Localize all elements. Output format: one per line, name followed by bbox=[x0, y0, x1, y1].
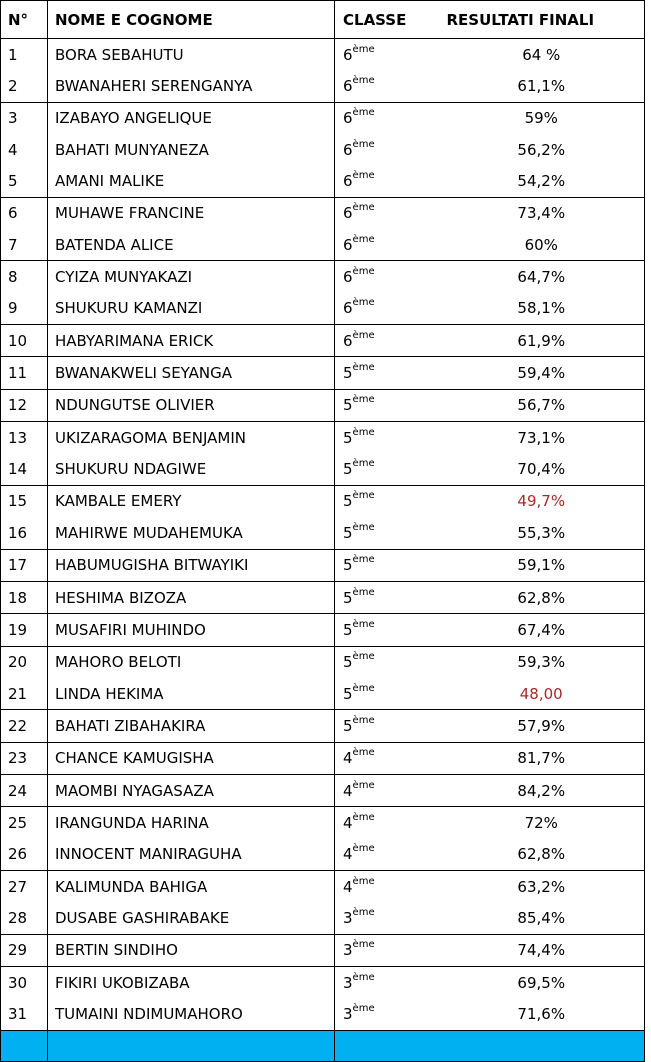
class-grade: 6 bbox=[343, 109, 353, 128]
student-name: BWANAHERI SERENGANYA bbox=[48, 70, 335, 102]
class-grade: 6 bbox=[343, 331, 353, 350]
class-cell bbox=[335, 197, 439, 229]
class-suffix: ème bbox=[352, 362, 375, 374]
table-row bbox=[1, 742, 645, 774]
final-result: 73,4% bbox=[439, 197, 645, 229]
student-name: AMANI MALIKE bbox=[48, 165, 335, 197]
table-row bbox=[1, 870, 645, 902]
final-result: 64,7% bbox=[439, 261, 645, 293]
table-row bbox=[1, 389, 645, 421]
student-name: SHUKURU KAMANZI bbox=[48, 293, 335, 325]
row-number: 9 bbox=[1, 293, 48, 325]
table-row bbox=[1, 710, 645, 742]
footer-cell-num bbox=[1, 1030, 48, 1061]
table-row bbox=[1, 134, 645, 165]
class-grade: 3 bbox=[343, 941, 353, 960]
class-grade: 5 bbox=[343, 556, 353, 575]
class-suffix: ème bbox=[352, 458, 375, 470]
final-result: 59% bbox=[439, 102, 645, 134]
class-grade: 4 bbox=[343, 877, 353, 896]
table-row bbox=[1, 197, 645, 229]
final-result: 56,2% bbox=[439, 134, 645, 165]
final-result: 69,5% bbox=[439, 966, 645, 998]
row-number: 18 bbox=[1, 581, 48, 613]
table-row bbox=[1, 966, 645, 998]
class-grade: 3 bbox=[343, 908, 353, 927]
class-cell bbox=[335, 453, 439, 485]
row-number: 4 bbox=[1, 134, 48, 165]
table-row bbox=[1, 902, 645, 934]
final-result: 57,9% bbox=[439, 710, 645, 742]
final-result: 61,9% bbox=[439, 325, 645, 357]
class-grade: 5 bbox=[343, 428, 353, 447]
row-number: 31 bbox=[1, 998, 48, 1030]
student-name: MAHORO BELOTI bbox=[48, 646, 335, 678]
final-result: 81,7% bbox=[439, 742, 645, 774]
final-result: 71,6% bbox=[439, 998, 645, 1030]
row-number: 19 bbox=[1, 614, 48, 646]
class-suffix: ème bbox=[352, 843, 375, 855]
row-number: 29 bbox=[1, 934, 48, 966]
student-name: BORA SEBAHUTU bbox=[48, 39, 335, 71]
class-grade: 5 bbox=[343, 684, 353, 703]
final-result: 63,2% bbox=[439, 870, 645, 902]
class-suffix: ème bbox=[352, 75, 375, 87]
student-name: LINDA HEKIMA bbox=[48, 678, 335, 710]
class-cell bbox=[335, 357, 439, 389]
table-row bbox=[1, 485, 645, 517]
class-grade: 6 bbox=[343, 235, 353, 254]
class-grade: 6 bbox=[343, 77, 353, 96]
class-grade: 3 bbox=[343, 1004, 353, 1023]
class-grade: 6 bbox=[343, 45, 353, 64]
class-cell bbox=[335, 870, 439, 902]
row-number: 10 bbox=[1, 325, 48, 357]
row-number: 6 bbox=[1, 197, 48, 229]
final-result: 84,2% bbox=[439, 774, 645, 806]
class-suffix: ème bbox=[352, 426, 375, 438]
table-row bbox=[1, 807, 645, 839]
class-cell bbox=[335, 646, 439, 678]
table-row bbox=[1, 774, 645, 806]
final-result: 59,4% bbox=[439, 357, 645, 389]
row-number: 25 bbox=[1, 807, 48, 839]
header-name: NOME E COGNOME bbox=[48, 1, 335, 39]
table-row bbox=[1, 453, 645, 485]
student-name: NDUNGUTSE OLIVIER bbox=[48, 389, 335, 421]
final-result: 73,1% bbox=[439, 422, 645, 454]
header-number: N° bbox=[1, 1, 48, 39]
row-number: 7 bbox=[1, 229, 48, 261]
student-name: CYIZA MUNYAKAZI bbox=[48, 261, 335, 293]
class-suffix: ème bbox=[352, 490, 375, 502]
class-cell bbox=[335, 261, 439, 293]
table-row bbox=[1, 581, 645, 613]
row-number: 8 bbox=[1, 261, 48, 293]
final-result: 58,1% bbox=[439, 293, 645, 325]
class-grade: 5 bbox=[343, 460, 353, 479]
table-row bbox=[1, 646, 645, 678]
table-row bbox=[1, 422, 645, 454]
student-name: MUHAWE FRANCINE bbox=[48, 197, 335, 229]
class-suffix: ème bbox=[352, 170, 375, 182]
row-number: 16 bbox=[1, 517, 48, 549]
class-cell bbox=[335, 774, 439, 806]
class-cell bbox=[335, 325, 439, 357]
class-grade: 6 bbox=[343, 299, 353, 318]
row-number: 1 bbox=[1, 39, 48, 71]
class-grade: 5 bbox=[343, 716, 353, 735]
row-number: 14 bbox=[1, 453, 48, 485]
final-result: 62,8% bbox=[439, 581, 645, 613]
row-number: 20 bbox=[1, 646, 48, 678]
student-name: BAHATI ZIBAHAKIRA bbox=[48, 710, 335, 742]
class-cell bbox=[335, 998, 439, 1030]
class-cell bbox=[335, 39, 439, 71]
table-row bbox=[1, 39, 645, 71]
class-suffix: ème bbox=[352, 811, 375, 823]
class-suffix: ème bbox=[352, 554, 375, 566]
final-result: 55,3% bbox=[439, 517, 645, 549]
table-row bbox=[1, 614, 645, 646]
final-result: 72% bbox=[439, 807, 645, 839]
header-results: RESULTATI FINALI bbox=[439, 1, 645, 39]
class-cell bbox=[335, 678, 439, 710]
row-number: 17 bbox=[1, 549, 48, 581]
table-row bbox=[1, 325, 645, 357]
class-cell bbox=[335, 389, 439, 421]
class-cell bbox=[335, 134, 439, 165]
student-name: MUSAFIRI MUHINDO bbox=[48, 614, 335, 646]
final-result: 85,4% bbox=[439, 902, 645, 934]
class-grade: 4 bbox=[343, 781, 353, 800]
row-number: 24 bbox=[1, 774, 48, 806]
class-suffix: ème bbox=[352, 971, 375, 983]
row-number: 21 bbox=[1, 678, 48, 710]
student-name: KAMBALE EMERY bbox=[48, 485, 335, 517]
class-cell bbox=[335, 614, 439, 646]
final-result: 56,7% bbox=[439, 389, 645, 421]
class-grade: 3 bbox=[343, 973, 353, 992]
table-row bbox=[1, 517, 645, 549]
student-name: INNOCENT MANIRAGUHA bbox=[48, 839, 335, 871]
final-result: 64 % bbox=[439, 39, 645, 71]
final-result: 67,4% bbox=[439, 614, 645, 646]
student-name: FIKIRI UKOBIZABA bbox=[48, 966, 335, 998]
row-number: 11 bbox=[1, 357, 48, 389]
class-grade: 6 bbox=[343, 140, 353, 159]
footer-cell-class bbox=[335, 1030, 645, 1061]
table-row bbox=[1, 229, 645, 261]
student-name: CHANCE KAMUGISHA bbox=[48, 742, 335, 774]
class-suffix: ème bbox=[352, 714, 375, 726]
row-number: 27 bbox=[1, 870, 48, 902]
class-cell bbox=[335, 807, 439, 839]
table-body bbox=[1, 39, 645, 1062]
student-name: BWANAKWELI SEYANGA bbox=[48, 357, 335, 389]
final-result: 62,8% bbox=[439, 839, 645, 871]
class-suffix: ème bbox=[352, 586, 375, 598]
student-name: SHUKURU NDAGIWE bbox=[48, 453, 335, 485]
class-grade: 4 bbox=[343, 749, 353, 768]
student-name: BERTIN SINDIHO bbox=[48, 934, 335, 966]
footer-cell-name bbox=[48, 1030, 335, 1061]
final-result: 61,1% bbox=[439, 70, 645, 102]
class-suffix: ème bbox=[352, 779, 375, 791]
class-suffix: ème bbox=[352, 138, 375, 150]
row-number: 23 bbox=[1, 742, 48, 774]
table-row bbox=[1, 934, 645, 966]
class-suffix: ème bbox=[352, 747, 375, 759]
final-result: 60% bbox=[439, 229, 645, 261]
class-grade: 4 bbox=[343, 845, 353, 864]
class-grade: 5 bbox=[343, 523, 353, 542]
student-name: MAHIRWE MUDAHEMUKA bbox=[48, 517, 335, 549]
student-name: IRANGUNDA HARINA bbox=[48, 807, 335, 839]
student-name: HABYARIMANA ERICK bbox=[48, 325, 335, 357]
class-cell bbox=[335, 581, 439, 613]
class-grade: 6 bbox=[343, 204, 353, 223]
class-grade: 6 bbox=[343, 172, 353, 191]
class-grade: 5 bbox=[343, 364, 353, 383]
class-suffix: ème bbox=[352, 875, 375, 887]
final-result: 59,3% bbox=[439, 646, 645, 678]
row-number: 13 bbox=[1, 422, 48, 454]
class-cell bbox=[335, 966, 439, 998]
student-name: KALIMUNDA BAHIGA bbox=[48, 870, 335, 902]
table-row bbox=[1, 102, 645, 134]
table-row bbox=[1, 261, 645, 293]
class-grade: 5 bbox=[343, 396, 353, 415]
class-grade: 6 bbox=[343, 268, 353, 287]
student-name: DUSABE GASHIRABAKE bbox=[48, 902, 335, 934]
table-row bbox=[1, 549, 645, 581]
class-grade: 5 bbox=[343, 653, 353, 672]
table-row bbox=[1, 165, 645, 197]
class-cell bbox=[335, 70, 439, 102]
class-cell bbox=[335, 902, 439, 934]
class-cell bbox=[335, 517, 439, 549]
final-result: 70,4% bbox=[439, 453, 645, 485]
table-row bbox=[1, 357, 645, 389]
final-result: 48,00 bbox=[439, 678, 645, 710]
table-row bbox=[1, 998, 645, 1030]
table-row bbox=[1, 70, 645, 102]
class-suffix: ème bbox=[352, 329, 375, 341]
class-suffix: ème bbox=[352, 939, 375, 951]
class-grade: 4 bbox=[343, 813, 353, 832]
class-cell bbox=[335, 710, 439, 742]
class-cell bbox=[335, 165, 439, 197]
class-suffix: ème bbox=[352, 297, 375, 309]
row-number: 28 bbox=[1, 902, 48, 934]
row-number: 2 bbox=[1, 70, 48, 102]
class-suffix: ème bbox=[352, 651, 375, 663]
final-result: 54,2% bbox=[439, 165, 645, 197]
class-suffix: ème bbox=[352, 1002, 375, 1014]
class-suffix: ème bbox=[352, 266, 375, 278]
table-row bbox=[1, 839, 645, 871]
class-suffix: ème bbox=[352, 394, 375, 406]
class-cell bbox=[335, 485, 439, 517]
table-row bbox=[1, 293, 645, 325]
final-result: 74,4% bbox=[439, 934, 645, 966]
class-cell bbox=[335, 102, 439, 134]
row-number: 12 bbox=[1, 389, 48, 421]
class-cell bbox=[335, 229, 439, 261]
class-suffix: ème bbox=[352, 43, 375, 55]
student-name: TUMAINI NDIMUMAHORO bbox=[48, 998, 335, 1030]
class-suffix: ème bbox=[352, 618, 375, 630]
student-name: HESHIMA BIZOZA bbox=[48, 581, 335, 613]
class-cell bbox=[335, 293, 439, 325]
table-row bbox=[1, 678, 645, 710]
row-number: 5 bbox=[1, 165, 48, 197]
student-name: HABUMUGISHA BITWAYIKI bbox=[48, 549, 335, 581]
class-cell bbox=[335, 549, 439, 581]
footer-row bbox=[1, 1030, 645, 1061]
header-class: CLASSE bbox=[335, 1, 439, 39]
class-grade: 5 bbox=[343, 620, 353, 639]
row-number: 22 bbox=[1, 710, 48, 742]
class-cell bbox=[335, 422, 439, 454]
class-suffix: ème bbox=[352, 906, 375, 918]
class-grade: 5 bbox=[343, 588, 353, 607]
row-number: 3 bbox=[1, 102, 48, 134]
student-name: IZABAYO ANGELIQUE bbox=[48, 102, 335, 134]
student-name: BATENDA ALICE bbox=[48, 229, 335, 261]
class-suffix: ème bbox=[352, 202, 375, 214]
class-suffix: ème bbox=[352, 682, 375, 694]
row-number: 15 bbox=[1, 485, 48, 517]
student-name: MAOMBI NYAGASAZA bbox=[48, 774, 335, 806]
class-grade: 5 bbox=[343, 492, 353, 511]
class-suffix: ème bbox=[352, 521, 375, 533]
class-cell bbox=[335, 934, 439, 966]
class-cell bbox=[335, 839, 439, 871]
student-name: UKIZARAGOMA BENJAMIN bbox=[48, 422, 335, 454]
final-result: 49,7% bbox=[439, 485, 645, 517]
student-name: BAHATI MUNYANEZA bbox=[48, 134, 335, 165]
class-suffix: ème bbox=[352, 233, 375, 245]
class-suffix: ème bbox=[352, 107, 375, 119]
row-number: 26 bbox=[1, 839, 48, 871]
header-row bbox=[1, 1, 645, 39]
class-cell bbox=[335, 742, 439, 774]
final-result: 59,1% bbox=[439, 549, 645, 581]
row-number: 30 bbox=[1, 966, 48, 998]
